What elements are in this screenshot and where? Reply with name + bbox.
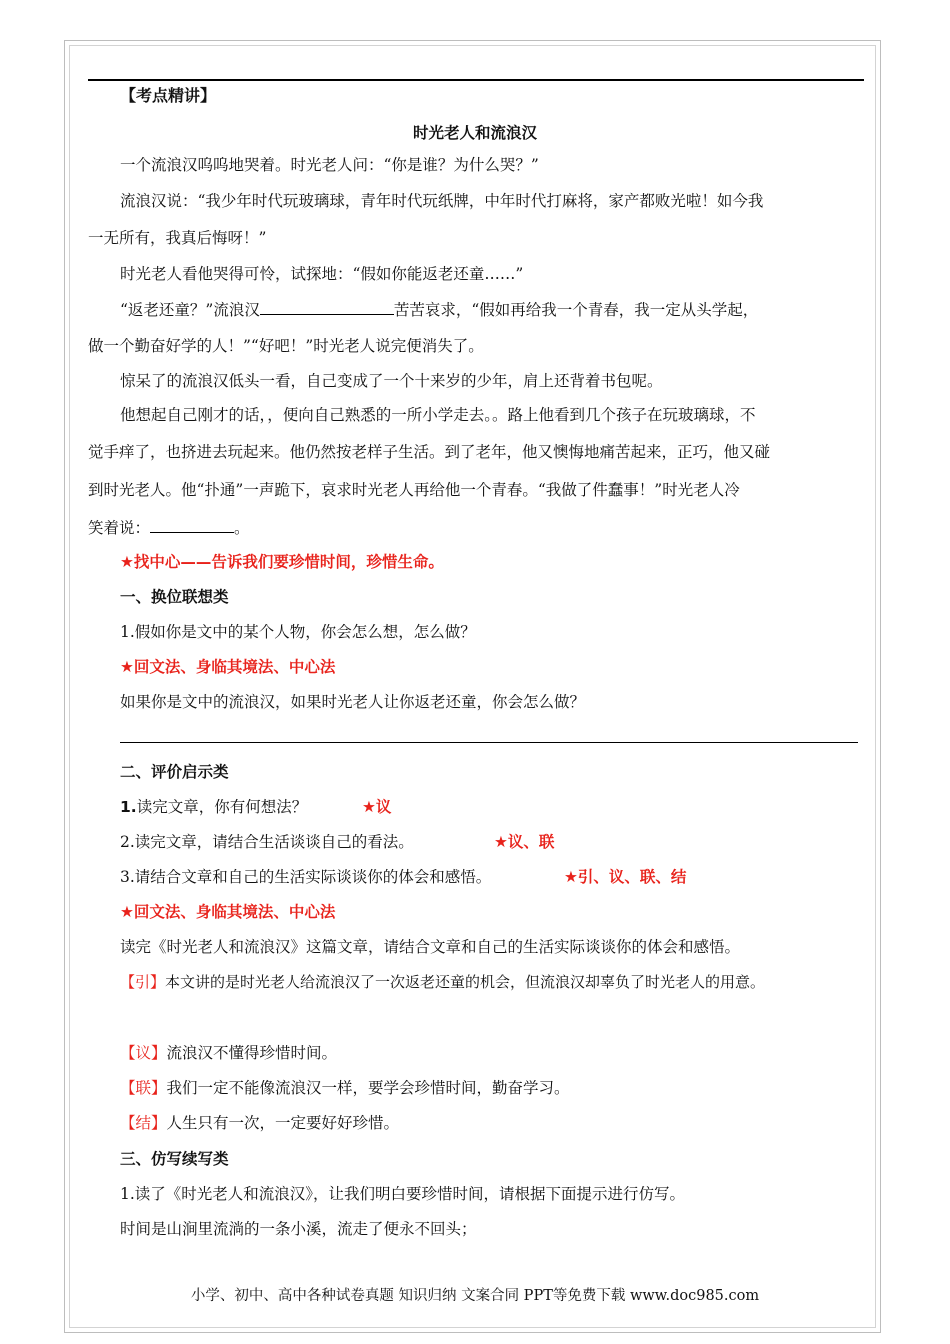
story-title: 时光老人和流浪汉 xyxy=(412,124,537,142)
section-3-example: 时间是山涧里流淌的一条小溪，流走了便永不回头； xyxy=(120,1220,477,1238)
story-paragraph-6-line-2: 觉手痒了，也挤进去玩起来。他仍然按老样子生活。到了老年，他又懊悔地痛苦起来，正巧，他又碰 xyxy=(88,443,771,461)
header-rule xyxy=(88,79,864,81)
answer-yin xyxy=(120,972,765,992)
fill-blank-1[interactable] xyxy=(260,300,394,315)
section-2-heading: 二、评价启示类 xyxy=(120,763,229,781)
answer-jie-text: 人生只有一次，一定要好好珍惜。 xyxy=(166,1114,400,1132)
answer-line[interactable] xyxy=(120,742,858,743)
section-2-example: 读完《时光老人和流浪汉》这篇文章，请结合文章和自己的生活实际谈谈你的体会和感悟。 xyxy=(120,938,741,956)
story-paragraph-3: 时光老人看他哭得可怜，试探地：“假如你能返老还童……” xyxy=(120,265,524,283)
section-2-question-2: 2.读完文章，请结合生活谈谈自己的看法。 xyxy=(120,833,414,851)
story-paragraph-1: 一个流浪汉呜呜地哭着。时光老人问：“你是谁？为什么哭？” xyxy=(120,156,539,174)
section-2-q1-text: 读完文章，你有何想法？ xyxy=(136,798,308,816)
answer-jie xyxy=(120,1113,399,1133)
section-2-q1-tip: ★议 xyxy=(362,798,392,816)
story-paragraph-4-text-a: “返老还童？”流浪汉 xyxy=(120,301,260,319)
section-3-question-1: 1.读了《时光老人和流浪汉》，让我们明白要珍惜时间，请根据下面提示进行仿写。 xyxy=(120,1185,686,1203)
tag-yin: 【引】 xyxy=(120,973,166,991)
center-hint: ★找中心——告诉我们要珍惜时间，珍惜生命。 xyxy=(120,553,444,571)
section-2-method: ★回文法、身临其境法、中心法 xyxy=(120,903,336,921)
story-paragraph-4-line-2: 做一个勤奋好学的人！”“好吧！”时光老人说完便消失了。 xyxy=(88,337,484,355)
section-1-question-1: 1.假如你是文中的某个人物，你会怎么想，怎么做？ xyxy=(120,623,476,641)
fill-blank-2[interactable] xyxy=(150,518,234,533)
section-2-question-1 xyxy=(120,797,307,817)
answer-lian-text: 我们一定不能像流浪汉一样，要学会珍惜时间，勤奋学习。 xyxy=(166,1079,570,1097)
section-1-heading: 一、换位联想类 xyxy=(120,588,229,606)
story-paragraph-6-line-4 xyxy=(88,518,250,538)
answer-yi xyxy=(120,1043,337,1063)
section-2-q1-number: 1. xyxy=(120,798,137,816)
story-paragraph-2-line-1: 流浪汉说：“我少年时代玩玻璃球，青年时代玩纸牌，中年时代打麻将，家产都败光啦！如今我 xyxy=(120,192,764,210)
section-1-method: ★回文法、身临其境法、中心法 xyxy=(120,658,336,676)
story-paragraph-6-line-1: 他想起自己刚才的话，，便向自己熟悉的一所小学走去。。路上他看到几个孩子在玩玻璃球，不 xyxy=(120,406,756,424)
story-paragraph-5: 惊呆了的流浪汉低头一看，自己变成了一个十来岁的少年，肩上还背着书包呢。 xyxy=(120,372,663,390)
story-paragraph-4-text-b: 苦苦哀求，“假如再给我一个青春，我一定从头学起， xyxy=(393,301,759,319)
section-3-heading: 三、仿写续写类 xyxy=(120,1150,229,1168)
page-footer: 小学、初中、高中各种试卷真题 知识归纳 文案合同 PPT等免费下载 www.doc985.com xyxy=(190,1288,760,1304)
story-paragraph-4-line-1 xyxy=(120,300,758,320)
section-2-q2-tip: ★议、联 xyxy=(494,833,555,851)
story-paragraph-6-line-3: 到时光老人。他“扑通”一声跪下，哀求时光老人再给他一个青春。“我做了件蠢事！”时光老人冷 xyxy=(88,481,740,499)
story-paragraph-6-text-a: 笑着说： xyxy=(88,519,151,537)
tag-lian: 【联】 xyxy=(120,1079,167,1097)
section-2-question-3: 3.请结合文章和自己的生活实际谈谈你的体会和感悟。 xyxy=(120,868,492,886)
answer-yi-text: 流浪汉不懂得珍惜时间。 xyxy=(166,1044,338,1062)
story-paragraph-2-line-2: 一无所有，我真后悔呀！” xyxy=(88,229,267,247)
section-label: 【考点精讲】 xyxy=(120,86,217,105)
section-1-example: 如果你是文中的流浪汉，如果时光老人让你返老还童，你会怎么做？ xyxy=(120,693,586,711)
story-paragraph-6-text-b: 。 xyxy=(234,519,250,537)
section-2-q3-tip: ★引、议、联、结 xyxy=(564,868,687,886)
tag-yi: 【议】 xyxy=(120,1044,167,1062)
tag-jie: 【结】 xyxy=(120,1114,167,1132)
answer-lian xyxy=(120,1078,570,1098)
answer-yin-text: 本文讲的是时光老人给流浪汉了一次返老还童的机会，但流浪汉却辜负了时光老人的用意。 xyxy=(165,973,766,991)
